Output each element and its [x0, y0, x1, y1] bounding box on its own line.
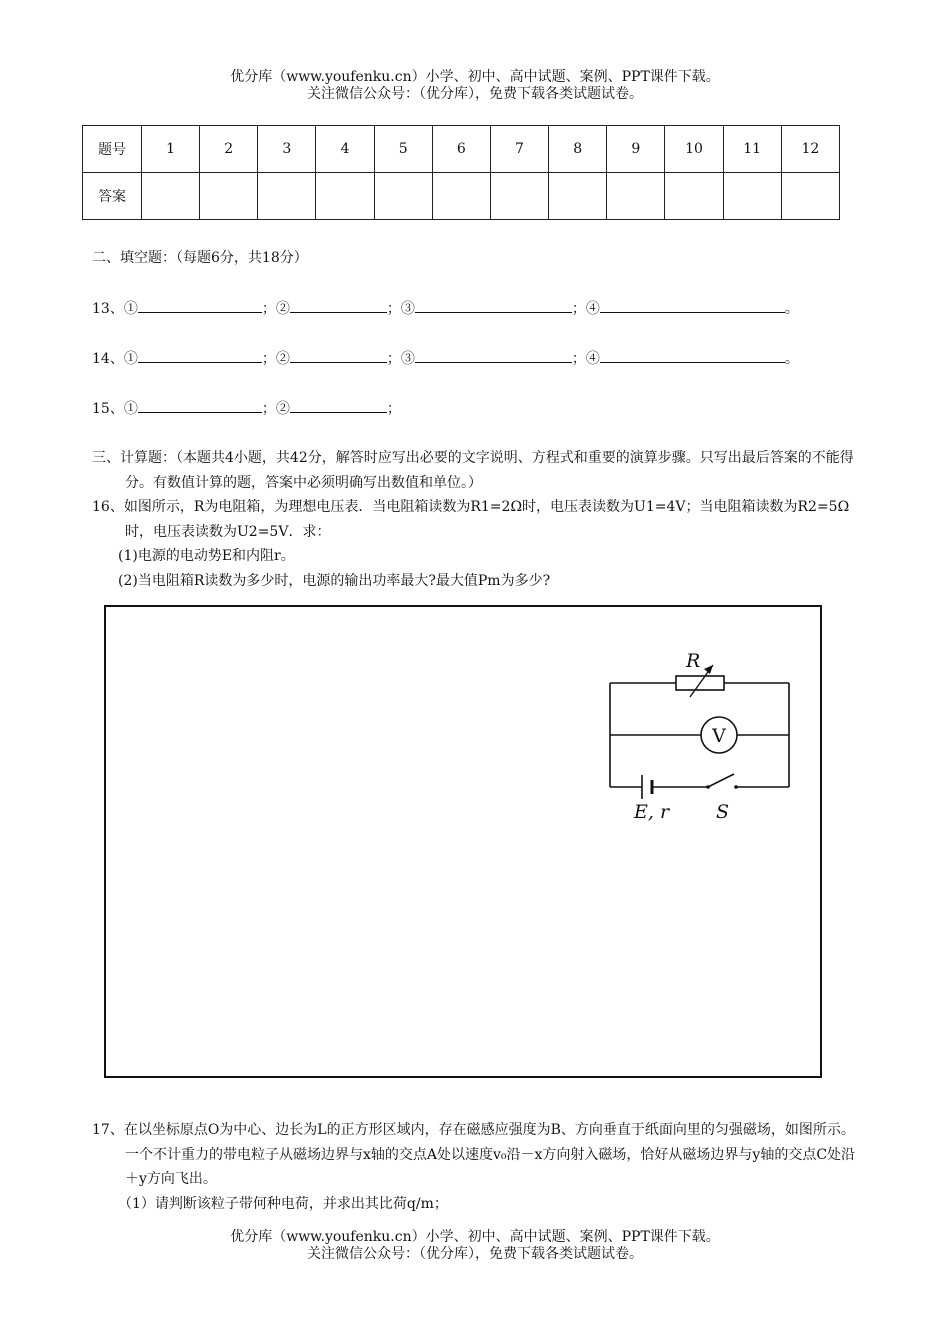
question-number-cell: 4 — [316, 126, 374, 173]
q14-marker-1: ① — [123, 351, 138, 367]
answer-label: 答案 — [83, 173, 142, 220]
circuit-diagram — [600, 645, 800, 825]
answer-table — [82, 125, 840, 220]
variable-arrow-head-icon — [704, 665, 713, 674]
resistor-label: R — [686, 650, 701, 672]
q14-blank-1[interactable] — [138, 348, 262, 363]
q13-end: 。 — [784, 301, 799, 317]
q15-separator: ； — [261, 401, 276, 417]
q13-line — [92, 298, 799, 319]
q14-blank-3[interactable] — [415, 348, 572, 363]
footer-banner — [0, 1229, 950, 1263]
q15-marker-1: ① — [123, 401, 138, 417]
q13-blank-4[interactable] — [600, 298, 785, 313]
q13-separator: ； — [261, 301, 276, 317]
q14-separator: ； — [261, 351, 276, 367]
q13-blank-1[interactable] — [138, 298, 262, 313]
q13-separator: ； — [386, 301, 401, 317]
q13-blank-2[interactable] — [290, 298, 387, 313]
q14-marker-4: ④ — [585, 351, 600, 367]
q15-number: 15、 — [92, 401, 124, 417]
section3-title: 三、计算题：（本题共4小题，共42分，解答时应写出必要的文字说明、方程式和重要的演算步骤。只写出最后答案的不能得分。有数值计算的题，答案中必须明确写出数值和单位。） — [92, 450, 854, 491]
banner-line-1: 优分库（www.youfenku.cn）小学、初中、高中试题、案例、PPT课件下载。 — [230, 1229, 720, 1245]
answer-cell[interactable] — [490, 173, 548, 220]
answer-table-answer-row — [83, 173, 840, 220]
q13-marker-2: ② — [275, 301, 290, 317]
answer-cell[interactable] — [432, 173, 490, 220]
answer-cell[interactable] — [200, 173, 258, 220]
q14-line — [92, 348, 799, 369]
question-number-cell: 3 — [258, 126, 316, 173]
q13-marker-3: ③ — [400, 301, 415, 317]
voltmeter-label: V — [712, 725, 726, 747]
q15-blank-1[interactable] — [138, 398, 262, 413]
switch-label: S — [716, 801, 730, 823]
answer-cell[interactable] — [665, 173, 723, 220]
answer-cell[interactable] — [723, 173, 781, 220]
q14-marker-2: ② — [275, 351, 290, 367]
question-number-cell: 5 — [374, 126, 432, 173]
q17-part1: （1）请判断该粒子带何种电荷，并求出其比荷q/m； — [118, 1195, 448, 1212]
q13-marker-1: ① — [123, 301, 138, 317]
q14-number: 14、 — [92, 351, 124, 367]
q14-blank-2[interactable] — [290, 348, 387, 363]
question-number-cell: 11 — [723, 126, 781, 173]
answer-cell[interactable] — [316, 173, 374, 220]
answer-cell[interactable] — [607, 173, 665, 220]
q13-number: 13、 — [92, 301, 124, 317]
q16-stem: 16、如图所示，R为电阻箱，为理想电压表．当电阻箱读数为R1=2Ω时，电压表读数为U1=4V；当电阻箱读数为R2=5Ω时，电压表读数为U2=5V．求： — [92, 499, 850, 540]
q13-separator: ； — [571, 301, 586, 317]
question-number-cell: 6 — [432, 126, 490, 173]
answer-cell[interactable] — [374, 173, 432, 220]
circuit-wires — [610, 683, 789, 787]
section3-block — [92, 446, 862, 593]
answer-cell[interactable] — [142, 173, 200, 220]
q16-part1: (1)电源的电动势E和内阻r。 — [118, 548, 295, 564]
q14-separator: ； — [386, 351, 401, 367]
question-number-cell: 7 — [490, 126, 548, 173]
q13-marker-4: ④ — [585, 301, 600, 317]
q16-part2: (2)当电阻箱R读数为多少时，电源的输出功率最大?最大值Pm为多少? — [118, 572, 551, 589]
question-number-cell: 9 — [607, 126, 665, 173]
question-number-label: 题号 — [83, 126, 142, 173]
question-number-cell: 12 — [781, 126, 839, 173]
q15-blank-2[interactable] — [290, 398, 387, 413]
question-number-cell: 10 — [665, 126, 723, 173]
question-number-cell: 8 — [549, 126, 607, 173]
q14-separator: ； — [571, 351, 586, 367]
question-number-cell: 2 — [200, 126, 258, 173]
switch-contact-icon — [734, 785, 738, 789]
answer-cell[interactable] — [781, 173, 839, 220]
q15-line — [92, 398, 401, 419]
answer-cell[interactable] — [258, 173, 316, 220]
q15-marker-2: ② — [275, 401, 290, 417]
q17-block — [92, 1118, 862, 1216]
q14-blank-4[interactable] — [600, 348, 785, 363]
banner-line-2: 关注微信公众号：（优分库），免费下载各类试题试卷。 — [307, 1246, 643, 1262]
answer-cell[interactable] — [549, 173, 607, 220]
section2-title: 二、填空题：（每题6分，共18分） — [92, 250, 308, 266]
q13-blank-3[interactable] — [415, 298, 572, 313]
header-banner — [0, 69, 950, 103]
q17-stem: 17、在以坐标原点O为中心、边长为L的正方形区域内，存在磁感应强度为B、方向垂直于纸面向里的匀强磁场，如图所示。一个不计重力的带电粒子从磁场边界与x轴的交点A处以速度v₀沿－x方向射入磁场，恰好从磁场边界与y轴的交点C处沿＋y方向飞出。 — [92, 1122, 856, 1187]
question-number-cell: 1 — [142, 126, 200, 173]
q14-end: 。 — [784, 351, 799, 367]
banner-line-2: 关注微信公众号：（优分库），免费下载各类试题试卷。 — [307, 86, 643, 102]
q15-separator: ； — [386, 401, 401, 417]
q14-marker-3: ③ — [400, 351, 415, 367]
answer-table-header-row — [83, 126, 840, 173]
source-label: E, r — [634, 801, 670, 823]
switch-lever-icon — [708, 774, 734, 787]
banner-line-1: 优分库（www.youfenku.cn）小学、初中、高中试题、案例、PPT课件下载。 — [230, 69, 720, 85]
